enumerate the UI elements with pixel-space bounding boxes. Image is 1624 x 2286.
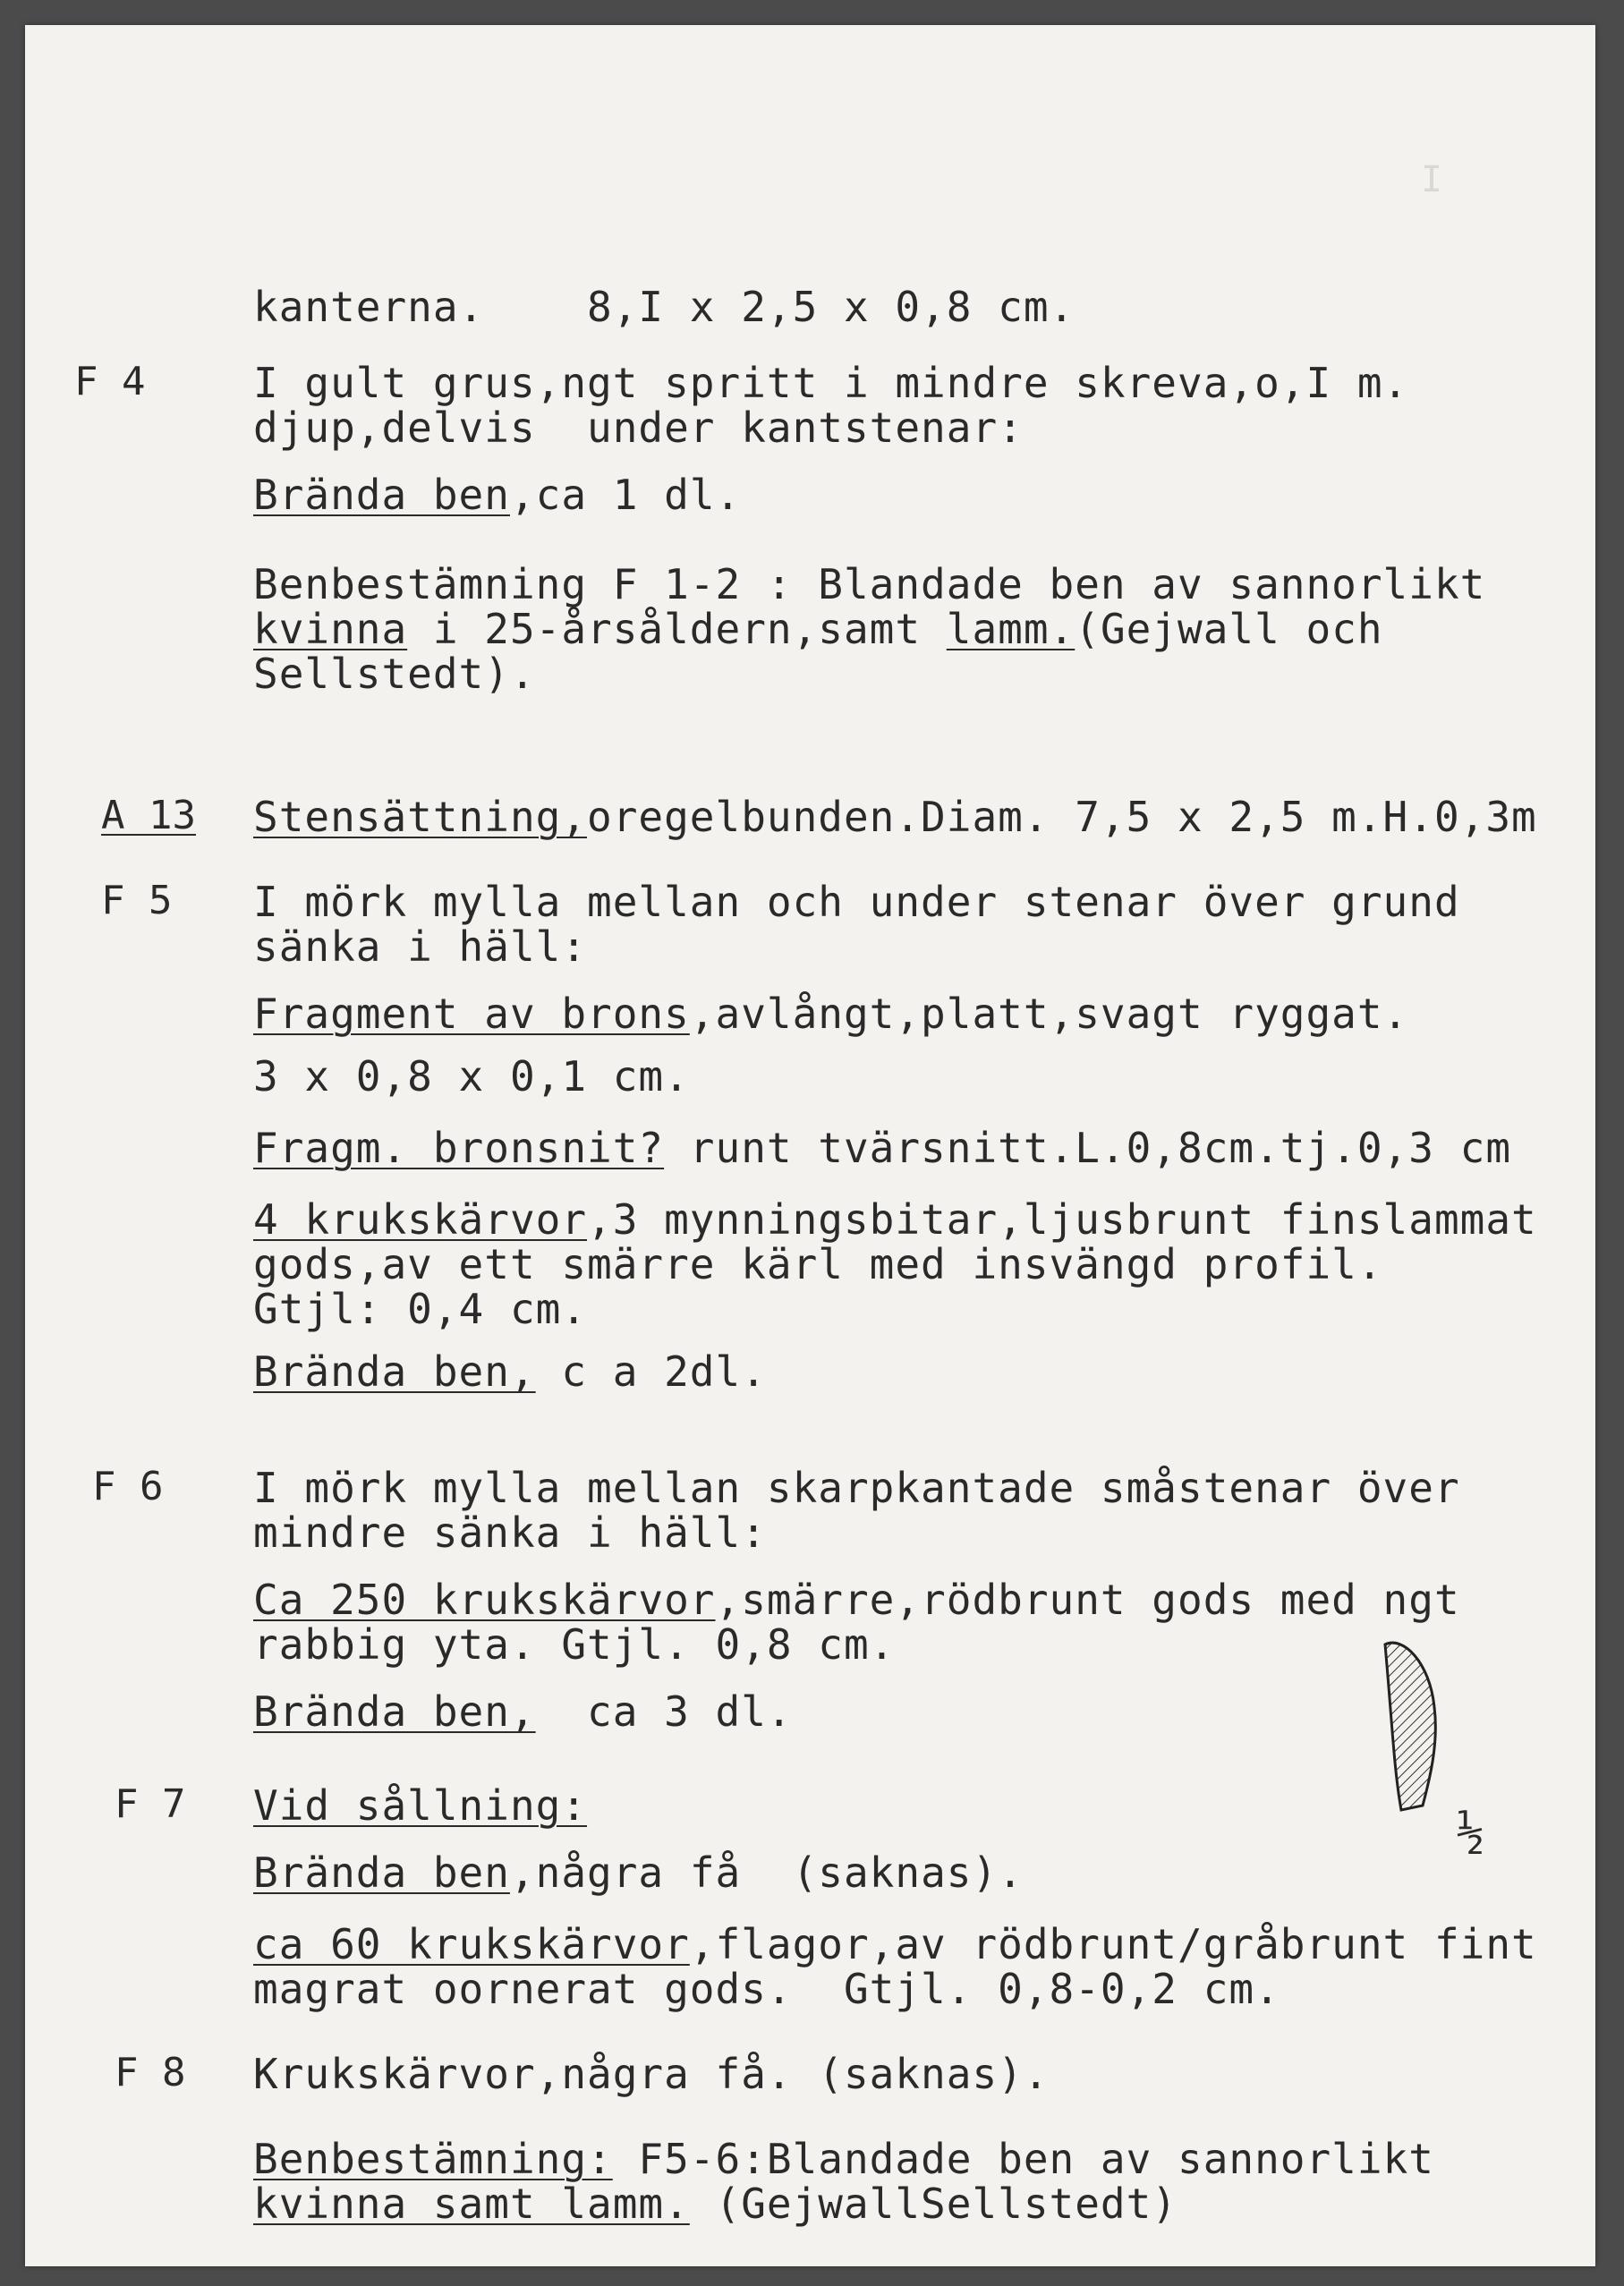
text: djup,delvis under kantstenar: bbox=[253, 404, 1024, 452]
underlined-text: Brända ben, bbox=[253, 1347, 536, 1396]
text: ,ca 1 dl. bbox=[509, 471, 742, 519]
row-label: A 13 bbox=[101, 793, 196, 838]
entry-text bbox=[253, 795, 1537, 839]
entry-line bbox=[253, 924, 1460, 969]
entry-line bbox=[253, 1197, 1537, 1242]
entry-line bbox=[253, 1510, 1460, 1555]
text: Krukskärvor,några få. (saknas). bbox=[253, 2050, 1050, 2098]
text: rabbig yta. Gtjl. 0,8 cm. bbox=[253, 1620, 896, 1669]
underlined-text: Ca 250 krukskärvor bbox=[253, 1576, 716, 1624]
text: i 25-årsåldern,samt bbox=[407, 605, 947, 653]
underlined-text: Brända ben, bbox=[253, 1687, 536, 1736]
text: magrat oornerat gods. Gtjl. 0,8-0,2 cm. bbox=[253, 1965, 1280, 2013]
row-label: F 4 bbox=[74, 359, 146, 404]
text: ,flagor,av rödbrunt/gråbrunt fint bbox=[689, 1920, 1537, 1968]
entry-line bbox=[253, 991, 1408, 1036]
underlined-text: Stensättning, bbox=[253, 793, 588, 841]
entry-line bbox=[253, 361, 1408, 405]
entry-text bbox=[253, 361, 1408, 450]
entry-text bbox=[253, 1197, 1537, 1331]
entry-line bbox=[253, 1577, 1460, 1622]
entry-text bbox=[253, 1577, 1460, 1667]
text: I mörk mylla mellan och under stenar över grund bbox=[253, 878, 1460, 926]
entry-line bbox=[253, 1287, 1537, 1331]
entry-line bbox=[253, 1689, 793, 1734]
entry-text bbox=[253, 1922, 1537, 2011]
entry-line bbox=[253, 795, 1537, 839]
sketch-scale-label: ½ bbox=[1457, 1806, 1485, 1859]
text: ,några få (saknas). bbox=[509, 1848, 1024, 1897]
text: Sellstedt). bbox=[253, 650, 536, 698]
entry-line bbox=[253, 1126, 1511, 1170]
text: 3 x 0,8 x 0,1 cm. bbox=[253, 1052, 690, 1101]
entry-line bbox=[253, 1967, 1537, 2011]
text: runt tvärsnitt.L.0,8cm.tj.0,3 cm bbox=[664, 1124, 1512, 1172]
entry-line bbox=[253, 2052, 1050, 2096]
underlined-text: Fragm. bronsnit? bbox=[253, 1124, 665, 1172]
underlined-text: Brända ben bbox=[253, 471, 510, 519]
text: (Gejwall och bbox=[1075, 605, 1383, 653]
entry-line bbox=[253, 2181, 1434, 2226]
entry-line bbox=[253, 1054, 690, 1099]
text: oregelbunden.Diam. 7,5 x 2,5 m.H.0,3m bbox=[587, 793, 1537, 841]
text: c a 2dl. bbox=[535, 1347, 767, 1396]
entry-text bbox=[253, 1850, 1024, 1895]
entry-text bbox=[253, 1783, 587, 1828]
text: F5-6:Blandade ben av sannorlikt bbox=[612, 2135, 1434, 2183]
entry-text bbox=[253, 2137, 1434, 2226]
entry-text bbox=[253, 1349, 767, 1394]
entry-line bbox=[253, 880, 1460, 924]
entry-line bbox=[253, 1242, 1537, 1287]
entry-text bbox=[253, 1054, 690, 1099]
underlined-text: ca 60 krukskärvor bbox=[253, 1920, 690, 1968]
text: ,3 mynningsbitar,ljusbrunt finslammat bbox=[587, 1195, 1537, 1244]
row-label: F 7 bbox=[115, 1781, 186, 1827]
text: I gult grus,ngt spritt i mindre skreva,o,I m. bbox=[253, 359, 1409, 407]
entry-line bbox=[253, 607, 1485, 651]
entry-line bbox=[253, 285, 1075, 329]
entry-text bbox=[253, 880, 1460, 969]
entry-line bbox=[253, 1922, 1537, 1967]
row-label: F 5 bbox=[101, 878, 173, 923]
entry-line bbox=[253, 1783, 587, 1828]
entry-line bbox=[253, 562, 1485, 607]
text: gods,av ett smärre kärl med insvängd profil. bbox=[253, 1240, 1383, 1288]
entry-text bbox=[253, 2052, 1050, 2096]
entry-line bbox=[253, 1349, 767, 1394]
document-page bbox=[25, 25, 1595, 2266]
entry-text bbox=[253, 1689, 793, 1734]
entry-text bbox=[253, 562, 1485, 696]
underlined-text: Fragment av brons bbox=[253, 990, 690, 1038]
entry-line bbox=[253, 1850, 1024, 1895]
text: (GejwallSellstedt) bbox=[689, 2180, 1178, 2228]
entry-line bbox=[253, 1622, 1460, 1667]
entry-text bbox=[253, 991, 1408, 1036]
entry-line bbox=[253, 405, 1408, 450]
entry-text bbox=[253, 1126, 1511, 1170]
entry-text bbox=[253, 472, 741, 517]
text: ,smärre,rödbrunt gods med ngt bbox=[715, 1576, 1460, 1624]
entry-line bbox=[253, 1466, 1460, 1510]
entry-line bbox=[253, 472, 741, 517]
text: Gtjl: 0,4 cm. bbox=[253, 1285, 588, 1333]
text: mindre sänka i häll: bbox=[253, 1508, 767, 1557]
entry-text bbox=[253, 285, 1075, 329]
row-label: F 6 bbox=[92, 1464, 164, 1509]
entry-line bbox=[253, 2137, 1434, 2181]
text: ,avlångt,platt,svagt ryggat. bbox=[689, 990, 1409, 1038]
entry-text bbox=[253, 1466, 1460, 1555]
text: sänka i häll: bbox=[253, 922, 588, 971]
text: ca 3 dl. bbox=[535, 1687, 793, 1736]
text: I mörk mylla mellan skarpkantade småstenar över bbox=[253, 1464, 1460, 1512]
row-label: F 8 bbox=[115, 2050, 186, 2095]
underlined-text: kvinna bbox=[253, 605, 408, 653]
text: kanterna. 8,I x 2,5 x 0,8 cm. bbox=[253, 283, 1076, 331]
underlined-text: Brända ben bbox=[253, 1848, 510, 1897]
entry-line bbox=[253, 651, 1485, 696]
underlined-text: Vid sållning: bbox=[253, 1781, 588, 1830]
show-through: I bbox=[1421, 159, 1444, 200]
underlined-text: Benbestämning: bbox=[253, 2135, 613, 2183]
text: Benbestämning F 1-2 : Blandade ben av sannorlikt bbox=[253, 560, 1486, 608]
underlined-text: 4 krukskärvor bbox=[253, 1195, 588, 1244]
underlined-text: lamm. bbox=[946, 605, 1076, 653]
underlined-text: kvinna samt lamm. bbox=[253, 2180, 690, 2228]
